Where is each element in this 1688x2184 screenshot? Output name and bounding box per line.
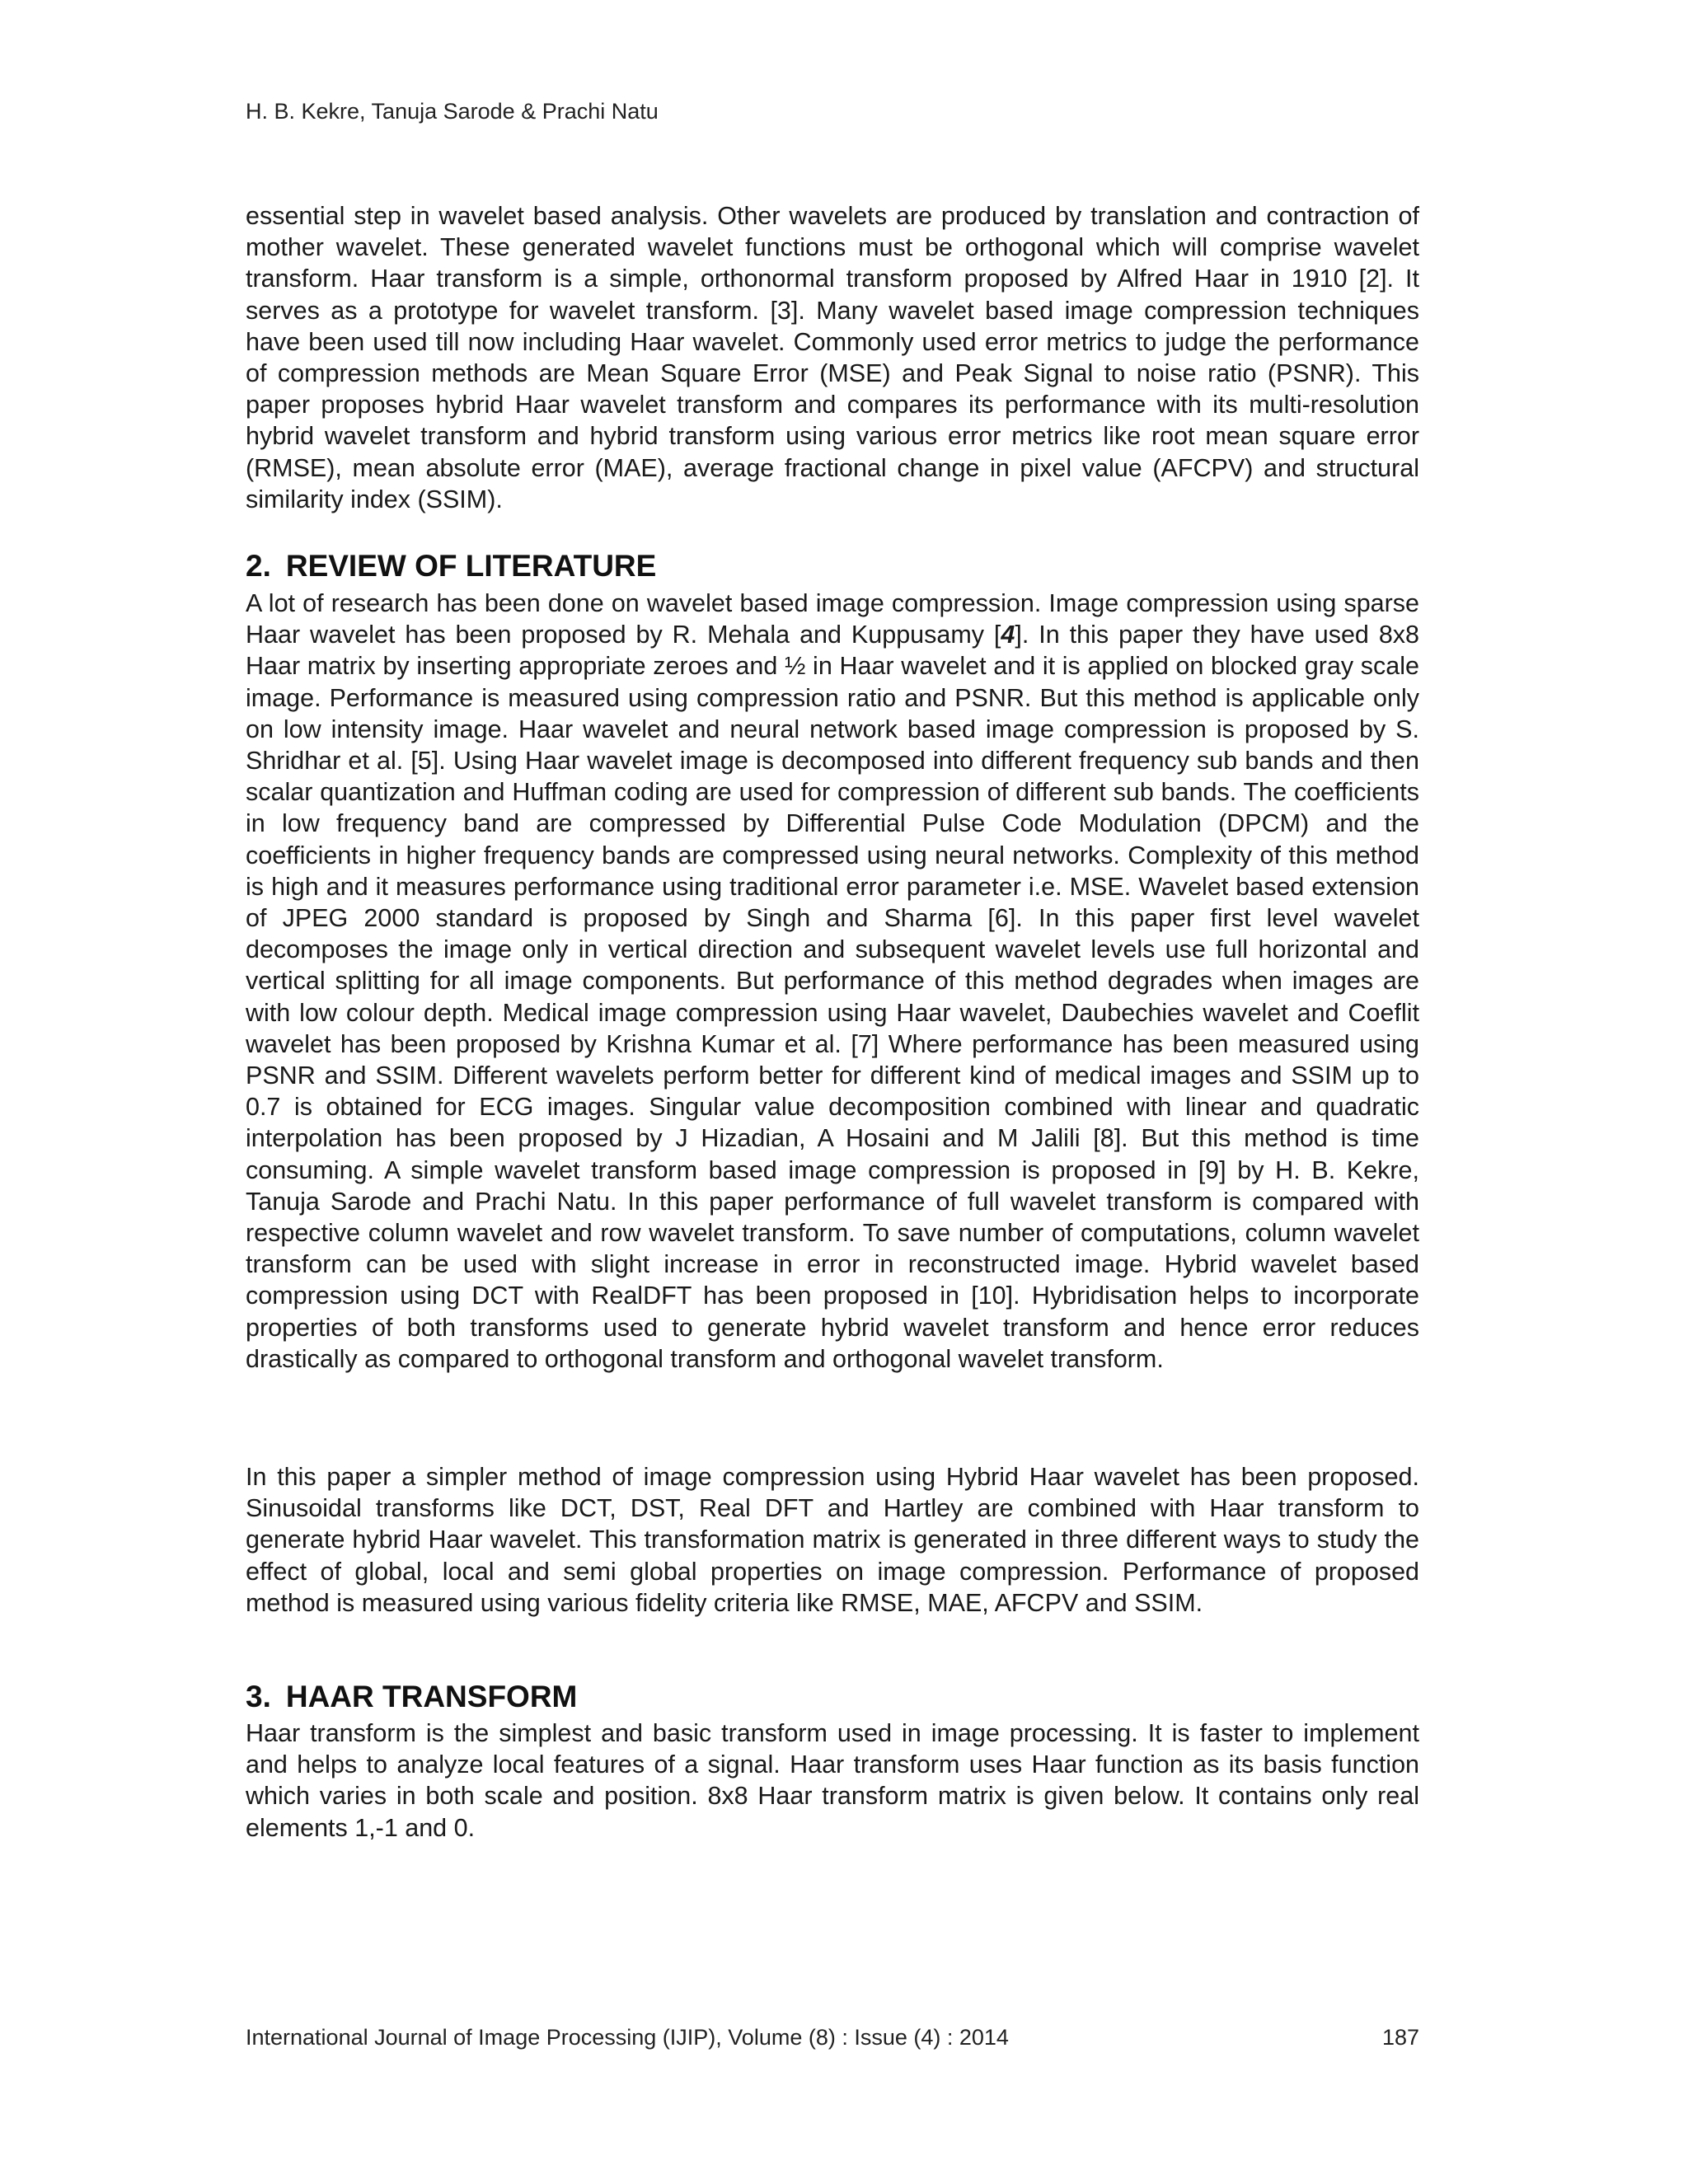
running-header-authors: H. B. Kekre, Tanuja Sarode & Prachi Natu: [246, 99, 659, 124]
footer-journal-citation: International Journal of Image Processing (IJIP), Volume (8) : Issue (4) : 2014: [246, 2025, 1009, 2050]
section-number: 2.: [246, 549, 271, 583]
intro-paragraph: essential step in wavelet based analysis. Other wavelets are produced by translation and contraction of mother wavelet. These generated wavelet functions must be orthogonal which will comprise wavelet transform. Haar transform is a simple, orthonormal transform proposed by Alfred Haar in 1910 [2]. It serves as a prototype for wavelet transform. [3]. Many wavelet based image compression techniques have been used till now including Haar wavelet. Commonly used error metrics to judge the performance of compression methods are Mean Square Error (MSE) and Peak Signal to noise ratio (PSNR). This paper proposes hybrid Haar wavelet transform and compares its performance with its multi-resolution hybrid wavelet transform and hybrid transform using various error metrics like root mean square error (RMSE), mean absolute error (MAE), average fractional change in pixel value (AFCPV) and structural similarity index (SSIM).: [246, 202, 1419, 513]
haar-paragraph-1: Haar transform is the simplest and basic transform used in image processing. It is faster to implement and helps to analyze local features of a signal. Haar transform uses Haar function as its basis function which varies in both scale and position. 8x8 Haar transform matrix is given below. It contains only real elements 1,-1 and 0.: [246, 1719, 1419, 1842]
review-paragraph-2: In this paper a simpler method of image compression using Hybrid Haar wavelet has been proposed. Sinusoidal transforms like DCT, DST, Real DFT and Hartley are combined with Haar transform to generate hybrid Haar wavelet. This transformation matrix is generated in three different ways to study the effect of global, local and semi global properties on image compression. Performance of proposed method is measured using various fidelity criteria like RMSE, MAE, AFCPV and SSIM.: [246, 1463, 1419, 1617]
page-number: 187: [1381, 2025, 1419, 2050]
section-number: 3.: [246, 1680, 271, 1713]
section-title: HAAR TRANSFORM: [285, 1680, 578, 1713]
section-heading-review-of-literature: [246, 548, 656, 584]
section-title: REVIEW OF LITERATURE: [285, 549, 657, 583]
page-footer: [246, 2023, 1419, 2051]
review-text-part-2: ]. In this paper they have used 8x8 Haar matrix by inserting appropriate zeroes and ½ in Haar wavelet and it is applied on blocked gray scale image. Performance is measured using compression ratio and PSNR. But this method is applicable only on low intensity image. Haar wavelet and neural network based image compression is proposed by S. Shridhar et al. [5]. Using Haar wavelet image is decomposed into different frequency sub bands and then scalar quantization and Huffman coding are used for compression of different sub bands. The coefficients in low frequency band are compressed by Differential Pulse Code Modulation (DPCM) and the coefficients in higher frequency bands are compressed using neural networks. Complexity of this method is high and it measures performance using traditional error parameter i.e. MSE. Wavelet based extension of JPEG 2000 standard is proposed by Singh and Sharma [6]. In this paper first level wavelet decomposes the image only in vertical direction and subsequent wavelet levels use full horizontal and vertical splitting for all image components. But performance of this method degrades when images are with low colour depth. Medical image compression using Haar wavelet, Daubechies wavelet and Coeflit wavelet has been proposed by Krishna Kumar et al. [7] Where performance has been measured using PSNR and SSIM. Different wavelets perform better for different kind of medical images and SSIM up to 0.7 is obtained for ECG images. Singular value decomposition combined with linear and quadratic interpolation has been proposed by J Hizadian, A Hosaini and M Jalili [8]. But this method is time consuming. A simple wavelet transform based image compression is proposed in [9] by H. B. Kekre, Tanuja Sarode and Prachi Natu. In this paper performance of full wavelet transform is compared with respective column wavelet and row wavelet transform. To save number of computations, column wavelet transform can be used with slight increase in error in reconstructed image. Hybrid wavelet based compression using DCT with RealDFT has been proposed in [10]. Hybridisation helps to incorporate properties of both transforms used to generate hybrid wavelet transform and hence error reduces drastically as compared to orthogonal transform and orthogonal wavelet transform.: [246, 621, 1420, 1373]
section-heading-haar-transform: [246, 1679, 577, 1715]
citation-4-link[interactable]: 4: [1001, 621, 1015, 649]
review-text-part-1: A lot of research has been done on wavelet based image compression. Image compression using sparse Haar wavelet has been proposed by R. Mehala and Kuppusamy [: [246, 589, 1419, 649]
review-paragraph-1: [246, 588, 1419, 1375]
